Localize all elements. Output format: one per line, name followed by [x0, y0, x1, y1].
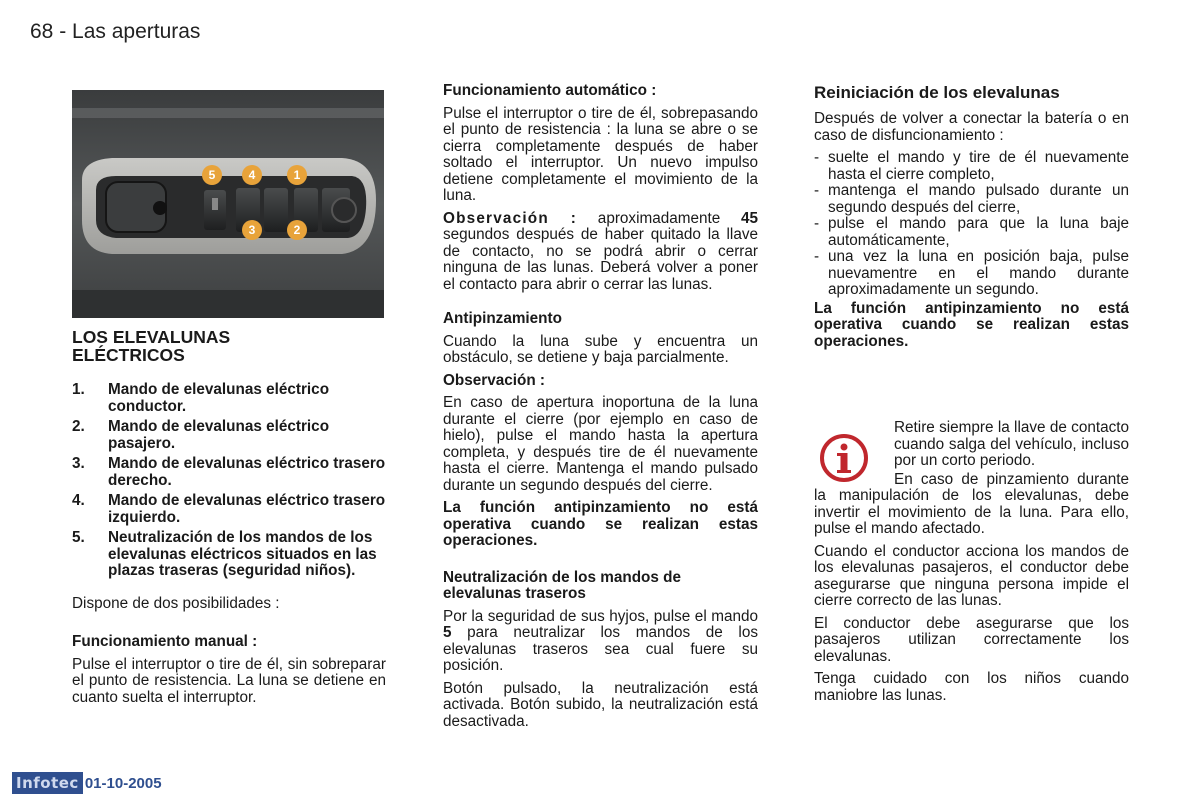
footer-date: 01-10-2005 [84, 774, 162, 792]
info-text-4: El conductor debe asegurarse que los pasajeros utilizan correctamente los elevalunas. [814, 614, 1129, 665]
observation-2-text: En caso de apertura inoportuna de la luna durante el cierre (por ejemplo en caso de hielo), pulse el mando hasta la apertura completa, y después tire de él nuevamente hasta el cierre. Mantenga el mando pulsado durante un segundo después del cierre. [443, 394, 758, 494]
antipinch-heading: Antipinzamiento [443, 310, 562, 327]
neutral-heading: Neutralización de los mandos de elevalunas traseros [443, 568, 682, 602]
reset-heading: Reiniciación de los elevalunas [814, 83, 1060, 102]
door-panel-illustration [72, 90, 384, 318]
observation-2-heading: Observación : [443, 371, 546, 389]
section-title: LOS ELEVALUNAS ELÉCTRICOS [72, 327, 231, 365]
neutral-state: Botón pulsado, la neutralización está activada. Botón subido, la neutralización está desactivada. [443, 679, 758, 730]
list-item: - mantenga el mando pulsado durante un segundo después del cierre, [814, 182, 1129, 216]
info-text-3: Cuando el conductor acciona los mandos de los elevalunas pasajeros, el conductor debe asegurarse que ninguna persona impide el cierre correcto de las lunas. [814, 542, 1129, 609]
column-left [72, 328, 386, 712]
infotec-logo: Infotec [12, 772, 83, 794]
window-switch-photo [72, 90, 384, 318]
list-item: 3. Mando de elevalunas eléctrico trasero derecho. [72, 455, 386, 489]
antipinch-text: Cuando la luna sube y encuentra un obstáculo, se detiene y baja parcialmente. [443, 332, 758, 366]
manual-text: Pulse el interruptor o tire de él, sin sobreparar el punto de resistencia. La luna se detiene en cuanto suelta el interruptor. [72, 655, 386, 706]
possibilities-text: Dispone de dos posibilidades : [72, 594, 280, 612]
list-item: 2. Mando de elevalunas eléctrico pasajero. [72, 418, 330, 452]
list-item: - pulse el mando para que la luna baje automáticamente, [814, 215, 1129, 249]
footer [12, 772, 162, 794]
controls-list [72, 382, 386, 580]
column-middle [443, 83, 758, 736]
reset-steps [814, 150, 1129, 299]
observation-1: Observación : aproximadamente 45 segundos después de haber quitado la llave de contacto, no se podrá abrir o cerrar ninguna de las lunas. Deberá volver a poner el contacto para abrir o cerrar las lunas. [443, 209, 758, 293]
info-text-5: Tenga cuidado con los niños cuando maniobre las lunas. [814, 670, 1129, 704]
list-item: - suelte el mando y tire de él nuevamente hasta el cierre completo, [814, 149, 1129, 183]
column-right [814, 83, 1129, 356]
neutral-text: Por la seguridad de sus hyjos, pulse el mando 5 para neutralizar los mandos de los elevalunas traseros sea cual fuere su posición. [443, 607, 758, 674]
callout-label: 3 [248, 223, 256, 237]
reset-warning: La función antipinzamiento no está operativa cuando se realizan estas operaciones. [814, 299, 1129, 350]
info-text-1: Retire siempre la llave de contacto cuando salga del vehículo, incluso por un corto periodo. [894, 419, 1129, 469]
manual-heading: Funcionamiento manual : [72, 633, 258, 650]
callout-label: 2 [293, 223, 301, 237]
list-item: - una vez la luna en posición baja, pulse nuevamentre en el mando durante aproximadamente un segundo. [814, 248, 1129, 298]
list-item: 1. Mando de elevalunas eléctrico conductor. [72, 381, 330, 415]
callout-label: 4 [248, 168, 256, 182]
page-title: 68 - Las aperturas [30, 20, 201, 43]
list-item: 5. Neutralización de los mandos de los elevalunas eléctricos situados en las plazas traseras (seguridad niños). [72, 529, 377, 579]
info-text-2: En caso de pinzamiento durante la manipulación de los elevalunas, debe invertir el movimiento de la luna. Para ello, pulse el mando afectado. [814, 470, 1129, 537]
list-item: 4. Mando de elevalunas eléctrico trasero izquierdo. [72, 492, 386, 526]
info-block [814, 420, 1129, 710]
auto-text: Pulse el interruptor o tire de él, sobrepasando el punto de resistencia : la luna se abre o se cierra completamente después de haber soltado el interruptor. Un nuevo impulso detiene completamente el movimiento de la luna. [443, 104, 758, 204]
reset-intro: Después de volver a conectar la batería o en caso de disfuncionamiento : [814, 110, 1129, 144]
antipinch-warning: La función antipinzamiento no está operativa cuando se realizan estas operaciones. [443, 499, 758, 549]
callout-label: 5 [208, 168, 216, 182]
callout-label: 1 [293, 168, 301, 182]
auto-heading: Funcionamiento automático : [443, 82, 657, 99]
